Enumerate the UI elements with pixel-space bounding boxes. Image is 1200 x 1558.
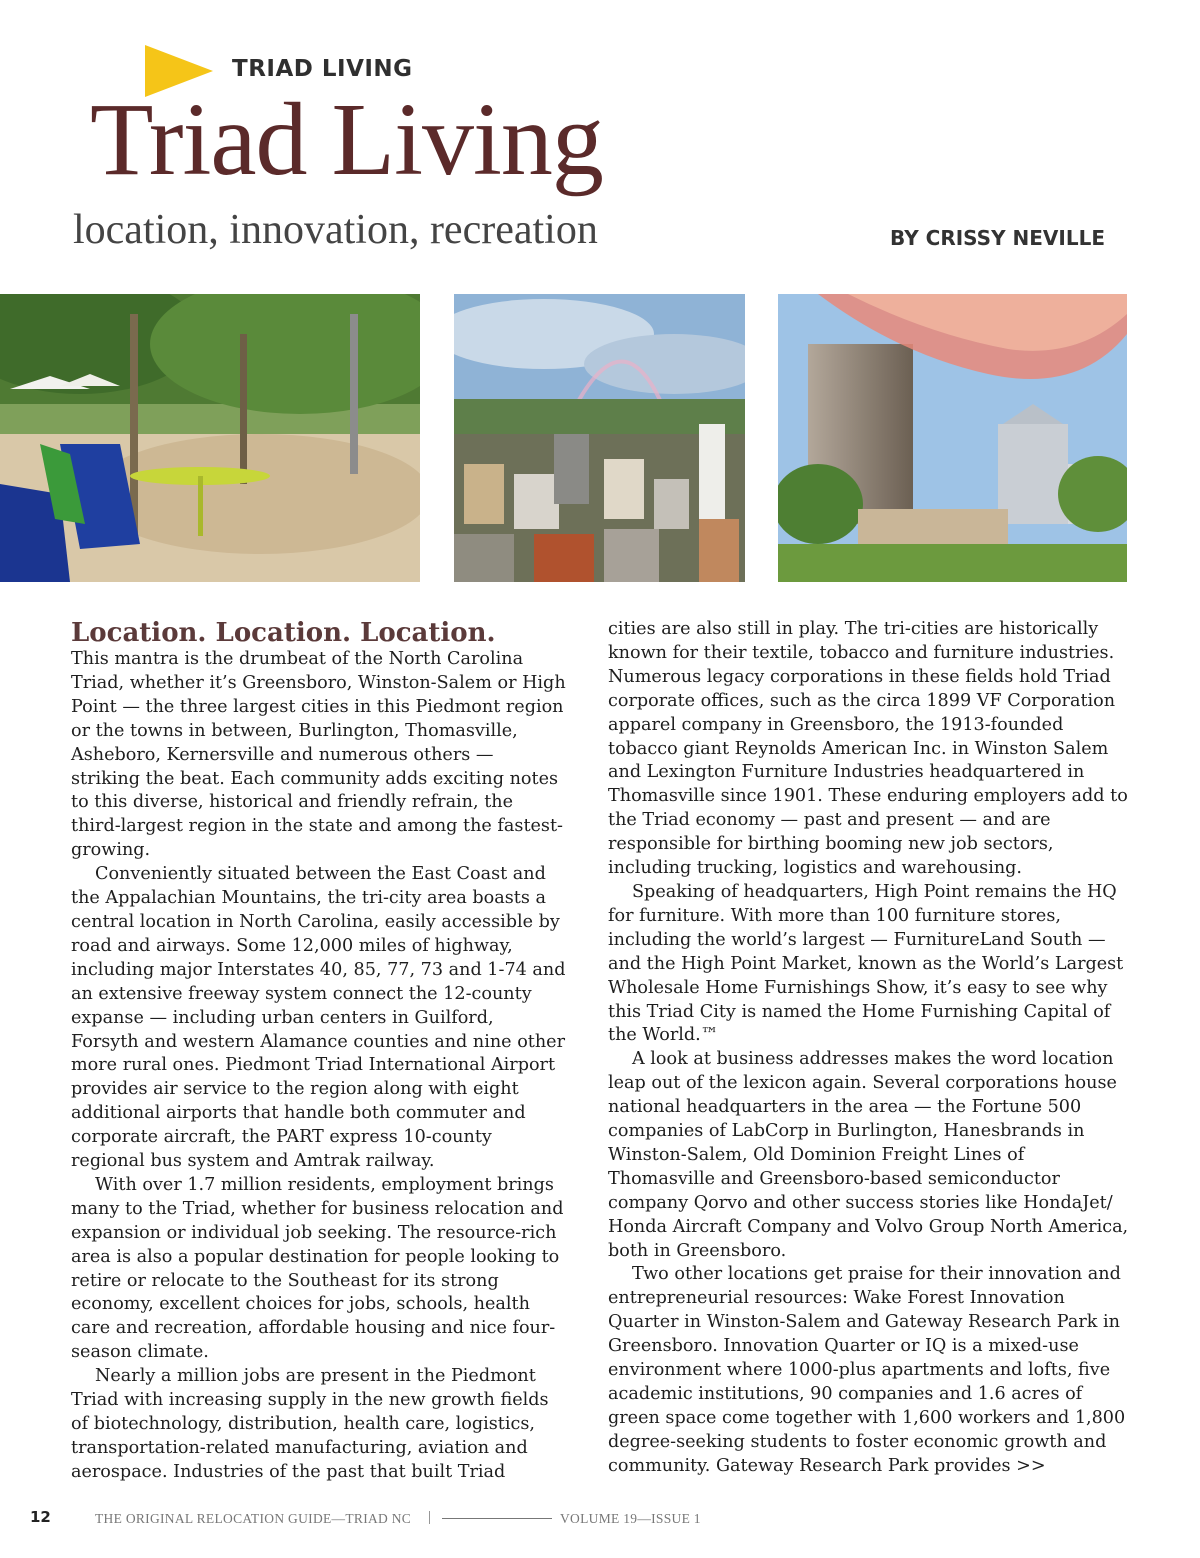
footer-separator: | xyxy=(428,1509,432,1525)
page-title: Triad Living xyxy=(90,82,603,197)
paragraph: Conveniently situated between the East Coast and the Appalachian Mountains, the tri-city area boasts a central location in North Carolina, easily accessible by road and airways. Some 12,000 miles of highway, including major Interstates 40, 85, 77, 73 and 1-74 and an extensive freeway system connect the 12-county expanse — including urban centers in Guilford, Forsyth and western Alamance counties and nine other more rural ones. Piedmont Triad International Airport provides air service to the region along with eight additional airports that handle both commuter and corporate aircraft, the PART express 10-county regional bus system and Amtrak railway. xyxy=(71,864,566,1172)
aerial-city-photo xyxy=(454,294,745,582)
volume-issue: VOLUME 19—ISSUE 1 xyxy=(560,1511,701,1526)
paragraph: With over 1.7 million residents, employment brings many to the Triad, whether for business relocation and expansion or individual job seeking. The resource-rich area is also a popular destination for people looking to retire or relocate to the Southeast for its strong economy, excellent choices for jobs, schools, health care and recreation, affordable housing and nice four-season climate. xyxy=(71,1174,564,1363)
section-label: TRIAD LIVING xyxy=(232,56,413,82)
footer-rule xyxy=(442,1518,552,1519)
page-number: 12 xyxy=(30,1508,51,1526)
paragraph: A look at business addresses makes the word location leap out of the lexicon again. Several corporations house national headquarters in the area — the Fortune 500 companies of LabCorp in Burlington, Hanesbrands in Winston-Salem, Old Dominion Freight Lines of Thomasville and Greensboro-based semiconductor company Qorvo and other success stories like HondaJet/ Honda Aircraft Company and Volvo Group North America, both in Greensboro. xyxy=(608,1049,1129,1261)
article-heading: Location. Location. Location. xyxy=(71,618,496,648)
page-footer xyxy=(30,1508,1170,1532)
byline: BY CRISSY NEVILLE xyxy=(890,226,1105,250)
paragraph: Nearly a million jobs are present in the Piedmont Triad with increasing supply in the new growth fields of biotechnology, distribution, health care, logistics, transportation-related manufacturing, aviation and aerospace. Industries of the past that built Triad xyxy=(71,1366,549,1482)
paragraph: Two other locations get praise for their innovation and entrepreneurial resources: Wake Forest Innovation Quarter in Winston-Salem and Gateway Research Park in Greensboro. Innovation Quarter or IQ is a mixed-use environment where 1000-plus apartments and lofts, five academic institutions, 90 companies and 1.6 acres of green space come together with 1,600 workers and 1,800 degree-seeking students to foster economic growth and community. Gateway Research Park provides >> xyxy=(608,1264,1126,1476)
paragraph: cities are also still in play. The tri-cities are historically known for their textile, tobacco and furniture industries. Numerous legacy corporations in these fields hold Triad corporate offices, such as the circa 1899 VF Corporation apparel company in Greensboro, the 1913-founded tobacco giant Reynolds American Inc. in Winston Salem and Lexington Furniture Industries headquartered in Thomasville since 1901. These enduring employers add to the Triad economy — past and present — and are responsible for birthing booming new job sectors, including trucking, logistics and warehousing. xyxy=(608,619,1128,879)
article-column-left xyxy=(71,618,566,1485)
paragraph: Speaking of headquarters, High Point remains the HQ for furniture. With more than 100 furniture stores, including the world’s largest — FurnitureLand South — and the High Point Market, known as the World’s Largest Wholesale Home Furnishings Show, it’s easy to see why this Triad City is named the Home Furnishing Capital of the World.™ xyxy=(608,881,1124,1046)
paragraph: This mantra is the drumbeat of the North Carolina Triad, whether it’s Greensboro, Winston-Salem or High Point — the three largest cities in this Piedmont region or the towns in between, Burlington, Thomasville, Asheboro, Kernersville and numerous others — striking the beat. Each community adds exciting notes to this diverse, historical and friendly refrain, the third-largest region in the state and among the fastest-growing. xyxy=(71,649,566,861)
publication-name: THE ORIGINAL RELOCATION GUIDE—TRIAD NC xyxy=(95,1511,412,1526)
article-column-right xyxy=(608,618,1133,1479)
page-subtitle: location, innovation, recreation xyxy=(73,207,598,253)
park-photo xyxy=(0,294,420,582)
downtown-plaza-photo xyxy=(778,294,1127,582)
